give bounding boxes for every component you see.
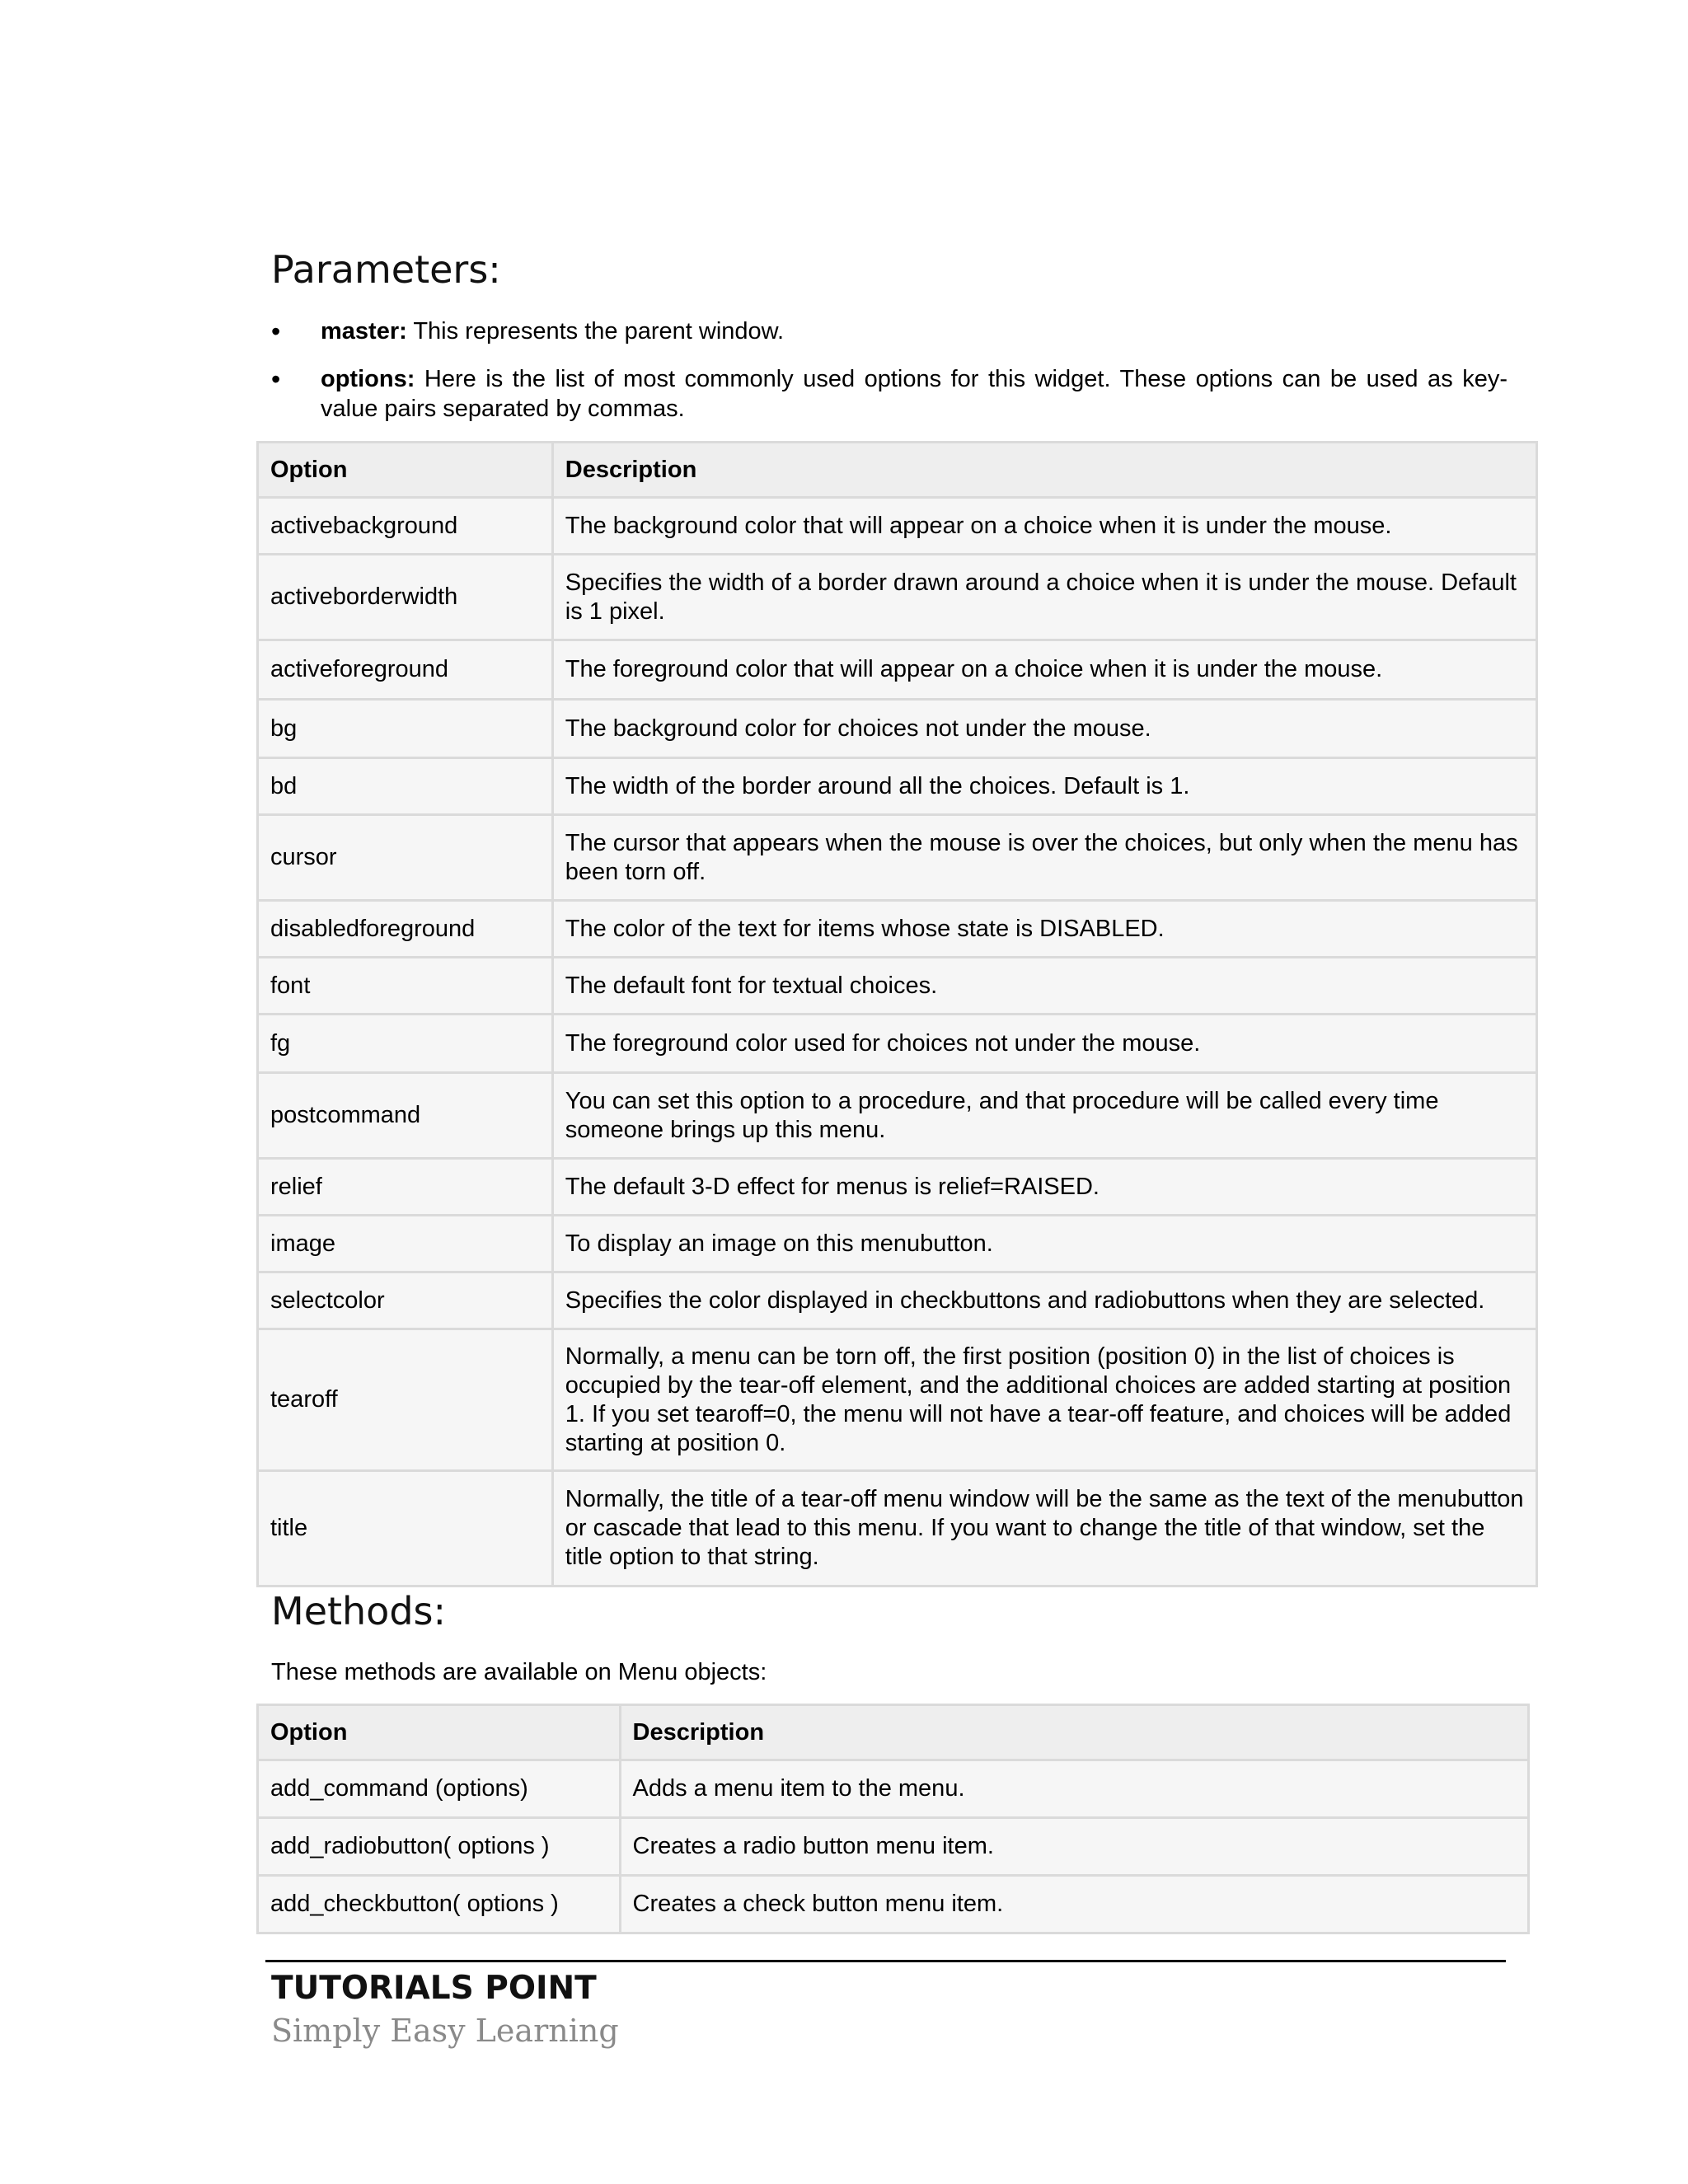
option-cell: add_checkbutton( options ): [258, 1876, 621, 1933]
description-cell: Specifies the color displayed in checkbuttons and radiobuttons when they are selected.: [552, 1272, 1536, 1329]
parameters-list: [271, 316, 1507, 424]
description-cell: Adds a menu item to the menu.: [620, 1760, 1529, 1818]
description-cell: The background color for choices not under the mouse.: [552, 700, 1536, 758]
option-cell: selectcolor: [258, 1272, 553, 1329]
option-cell: activebackground: [258, 498, 553, 555]
bullet-term: options:: [321, 366, 415, 392]
option-cell: bd: [258, 758, 553, 815]
footer-divider: [265, 1960, 1506, 1962]
bullet-icon: •: [271, 316, 281, 346]
options-table-body: [258, 498, 1537, 1586]
footer-tagline: Simply Easy Learning: [271, 2013, 619, 2049]
table-row: [258, 1073, 1537, 1159]
table-row: [258, 1818, 1529, 1876]
footer-brand: TUTORIALS POINT: [271, 1970, 597, 2007]
description-cell: You can set this option to a procedure, and that procedure will be called every time someone brings up this menu.: [552, 1073, 1536, 1159]
table-row: [258, 1272, 1537, 1329]
description-cell: The foreground color that will appear on a choice when it is under the mouse.: [552, 640, 1536, 700]
bullet-text: This represents the parent window.: [413, 318, 785, 344]
list-item: [271, 364, 1507, 424]
description-cell: Specifies the width of a border drawn around a choice when it is under the mouse. Default is 1 pixel.: [552, 555, 1536, 640]
table-row: [258, 1015, 1537, 1073]
table-row: [258, 640, 1537, 700]
option-cell: activeborderwidth: [258, 555, 553, 640]
methods-heading: Methods:: [271, 1589, 446, 1633]
description-cell: To display an image on this menubutton.: [552, 1216, 1536, 1272]
description-cell: Creates a check button menu item.: [620, 1876, 1529, 1933]
description-cell: Creates a radio button menu item.: [620, 1818, 1529, 1876]
table-row: [258, 498, 1537, 555]
table-row: [258, 1329, 1537, 1471]
option-cell: add_command (options): [258, 1760, 621, 1818]
table-row: [258, 700, 1537, 758]
description-cell: Normally, the title of a tear-off menu window will be the same as the text of the menubutton or cascade that lead to this menu. If you want to change the title of that window, set the title option to that string.: [552, 1471, 1536, 1586]
column-header-description: Description: [620, 1705, 1529, 1760]
methods-table-body: [258, 1760, 1529, 1933]
column-header-description: Description: [552, 443, 1536, 498]
option-cell: postcommand: [258, 1073, 553, 1159]
option-cell: bg: [258, 700, 553, 758]
option-cell: font: [258, 958, 553, 1015]
table-row: [258, 1159, 1537, 1216]
description-cell: The background color that will appear on a choice when it is under the mouse.: [552, 498, 1536, 555]
option-cell: title: [258, 1471, 553, 1586]
description-cell: The foreground color used for choices not under the mouse.: [552, 1015, 1536, 1073]
bullet-term: master:: [321, 318, 407, 344]
table-header-row: [258, 1705, 1529, 1760]
description-cell: Normally, a menu can be torn off, the first position (position 0) in the list of choices is occupied by the tear-off element, and the additional choices are added starting at position 1. If you set tearoff=0, the menu will not have a tear-off feature, and choices will be added starting at position 0.: [552, 1329, 1536, 1471]
table-row: [258, 1216, 1537, 1272]
option-cell: activeforeground: [258, 640, 553, 700]
table-row: [258, 958, 1537, 1015]
option-cell: tearoff: [258, 1329, 553, 1471]
column-header-option: Option: [258, 1705, 621, 1760]
methods-intro: These methods are available on Menu objects:: [271, 1659, 767, 1685]
options-table: [256, 441, 1538, 1587]
table-row: [258, 1471, 1537, 1586]
table-row: [258, 758, 1537, 815]
table-row: [258, 555, 1537, 640]
table-row: [258, 815, 1537, 901]
table-row: [258, 901, 1537, 958]
description-cell: The default 3-D effect for menus is relief=RAISED.: [552, 1159, 1536, 1216]
table-row: [258, 1760, 1529, 1818]
list-item: [271, 316, 1507, 346]
option-cell: image: [258, 1216, 553, 1272]
methods-table: [256, 1704, 1530, 1934]
bullet-text: Here is the list of most commonly used options for this widget. These options can be used as key-value pairs separated by commas.: [321, 366, 1507, 422]
option-cell: relief: [258, 1159, 553, 1216]
column-header-option: Option: [258, 443, 553, 498]
description-cell: The cursor that appears when the mouse is over the choices, but only when the menu has been torn off.: [552, 815, 1536, 901]
description-cell: The default font for textual choices.: [552, 958, 1536, 1015]
option-cell: disabledforeground: [258, 901, 553, 958]
table-row: [258, 1876, 1529, 1933]
parameters-heading: Parameters:: [271, 247, 501, 292]
option-cell: add_radiobutton( options ): [258, 1818, 621, 1876]
description-cell: The color of the text for items whose state is DISABLED.: [552, 901, 1536, 958]
option-cell: cursor: [258, 815, 553, 901]
table-header-row: [258, 443, 1537, 498]
description-cell: The width of the border around all the choices. Default is 1.: [552, 758, 1536, 815]
option-cell: fg: [258, 1015, 553, 1073]
bullet-icon: •: [271, 364, 281, 394]
